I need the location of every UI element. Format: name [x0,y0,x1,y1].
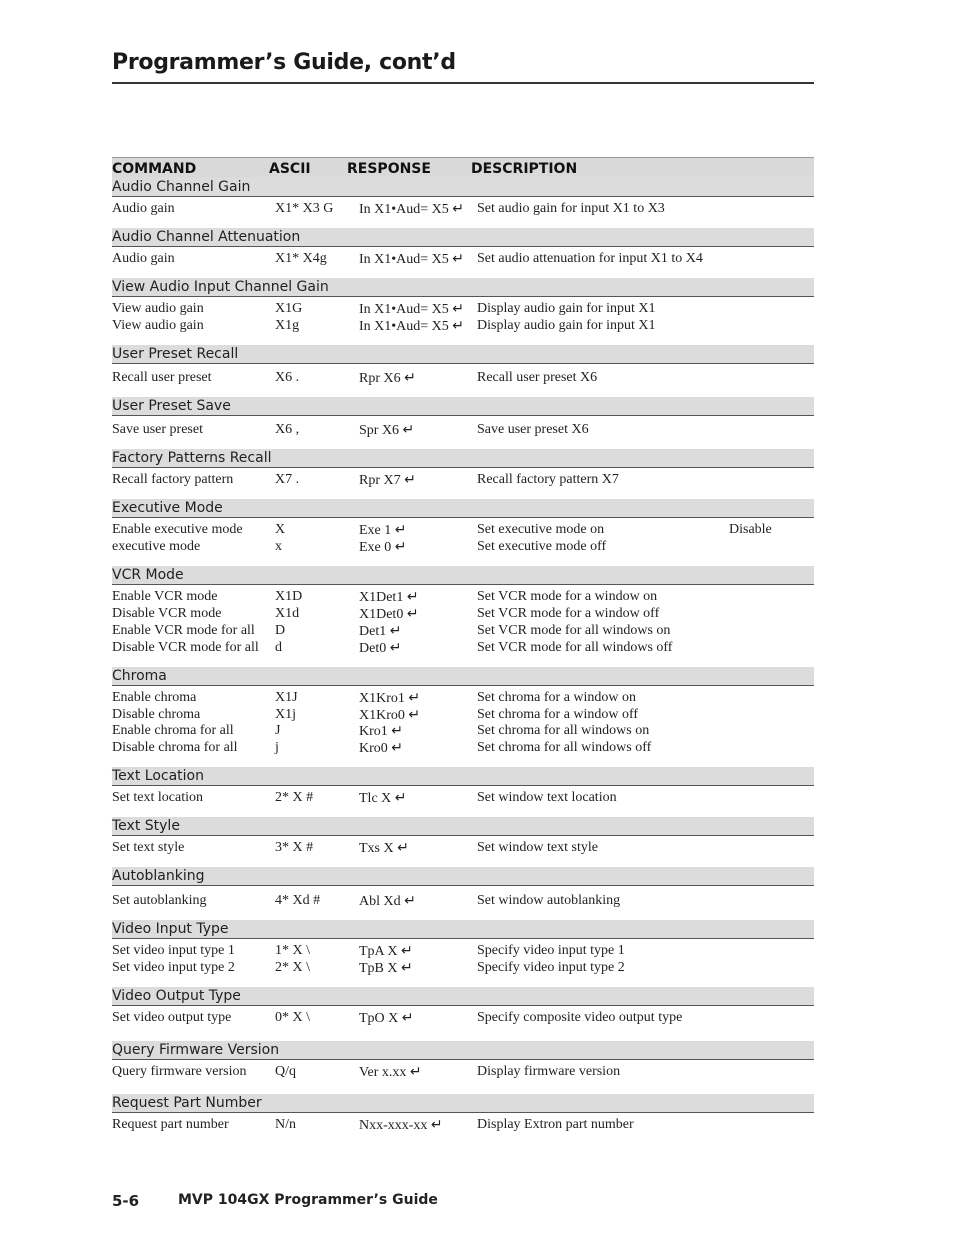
cell-command: Audio gain [112,201,175,216]
table-row [0,1010,954,1027]
cell-description: Recall user preset X6 [477,370,598,385]
table-row [0,422,954,439]
header-description: DESCRIPTION [471,161,578,177]
section-header [112,499,814,518]
cell-response: In X1•Aud= X5 ↵ [359,252,465,267]
section-header [112,867,814,886]
cell-ascii: 0* X \ [275,1010,310,1025]
cell-description: Set audio attenuation for input X1 to X4 [477,251,703,266]
table-row [0,690,954,707]
section-header [112,817,814,836]
cell-ascii: X1* X3 G [275,201,334,216]
cell-response: Abl Xd ↵ [359,894,416,909]
cell-description: Set audio gain for input X1 to X3 [477,201,665,216]
cell-ascii: 4* Xd # [275,893,321,908]
table-row [0,840,954,857]
cell-command: Set video input type 2 [112,960,235,975]
section-header [112,278,814,297]
cell-response: Exe 1 ↵ [359,523,407,538]
section-title: Executive Mode [112,500,223,516]
footer-page-number: 5-6 [112,1192,140,1210]
table-row [0,740,954,757]
cell-response: Nxx-xxx-xx ↵ [359,1118,443,1133]
cell-command: Enable executive mode [112,522,243,537]
cell-description: Set executive mode on [477,522,605,537]
section-title: Audio Channel Gain [112,179,251,195]
cell-ascii: X1D [275,589,303,604]
section-title: Text Location [112,768,204,784]
cell-description: Recall factory pattern X7 [477,472,619,487]
cell-description: Save user preset X6 [477,422,589,437]
table-row [0,790,954,807]
cell-response: Ver x.xx ↵ [359,1065,422,1080]
table-row [0,623,954,640]
section-header [112,920,814,939]
page-title: Programmer’s Guide, cont’d [112,50,456,75]
cell-ascii: J [275,723,281,738]
cell-description: Set VCR mode for a window on [477,589,658,604]
cell-command: Enable VCR mode for all [112,623,255,638]
cell-ascii: 1* X \ [275,943,310,958]
section-title: Request Part Number [112,1095,262,1111]
cell-ascii: X1J [275,690,298,705]
header-ascii: ASCII [269,161,311,177]
section-title: Chroma [112,668,167,684]
cell-ascii: j [275,740,279,755]
section-header [112,449,814,468]
table-row [0,707,954,724]
table-header [112,157,814,178]
table-row [0,893,954,910]
section-title: Autoblanking [112,868,205,884]
table-row [0,251,954,268]
cell-description: Set VCR mode for a window off [477,606,660,621]
cell-response: Kro1 ↵ [359,724,404,739]
cell-response: X1Det1 ↵ [359,590,419,605]
cell-command: View audio gain [112,318,204,333]
cell-extra: Disable [729,522,772,537]
cell-command: Audio gain [112,251,175,266]
cell-response: Txs X ↵ [359,841,409,856]
cell-response: Tlc X ↵ [359,791,407,806]
cell-ascii: X1d [275,606,300,621]
cell-command: Disable chroma [112,707,201,722]
section-title: VCR Mode [112,567,184,583]
cell-response: Kro0 ↵ [359,741,404,756]
cell-command: Enable VCR mode [112,589,218,604]
cell-description: Set chroma for a window on [477,690,637,705]
cell-response: X1Kro0 ↵ [359,708,421,723]
section-title: User Preset Recall [112,346,239,362]
cell-command: Set autoblanking [112,893,207,908]
cell-command: View audio gain [112,301,204,316]
cell-response: X1Det0 ↵ [359,607,419,622]
cell-response: Exe 0 ↵ [359,540,407,555]
cell-command: executive mode [112,539,201,554]
section-header [112,1094,814,1113]
table-row [0,640,954,657]
cell-ascii: d [275,640,282,655]
cell-ascii: X1* X4g [275,251,327,266]
cell-ascii: Q/q [275,1064,296,1079]
section-title: Query Firmware Version [112,1042,280,1058]
cell-command: Save user preset [112,422,203,437]
cell-ascii: X7 . [275,472,300,487]
cell-command: Request part number [112,1117,229,1132]
table-row [0,201,954,218]
section-header [112,667,814,686]
cell-command: Set text style [112,840,185,855]
cell-ascii: X1G [275,301,303,316]
table-row [0,960,954,977]
cell-description: Set VCR mode for all windows on [477,623,671,638]
section-header [112,767,814,786]
cell-description: Specify video input type 1 [477,943,625,958]
cell-description: Display audio gain for input X1 [477,301,656,316]
cell-response: TpO X ↵ [359,1011,414,1026]
cell-ascii: 2* X \ [275,960,310,975]
cell-description: Specify video input type 2 [477,960,625,975]
cell-description: Display firmware version [477,1064,621,1079]
table-row [0,1117,954,1134]
cell-command: Disable chroma for all [112,740,238,755]
cell-description: Set window text style [477,840,598,855]
table-row [0,301,954,318]
section-title: User Preset Save [112,398,231,414]
table-row [0,1064,954,1081]
cell-response: TpB X ↵ [359,961,413,976]
cell-ascii: D [275,623,286,638]
cell-command: Enable chroma for all [112,723,234,738]
cell-description: Set chroma for all windows off [477,740,652,755]
cell-description: Specify composite video output type [477,1010,683,1025]
section-title: Factory Patterns Recall [112,450,272,466]
title-rule [112,82,814,84]
section-title: View Audio Input Channel Gain [112,279,329,295]
cell-ascii: X6 . [275,370,300,385]
cell-response: X1Kro1 ↵ [359,691,421,706]
table-row [0,539,954,556]
table-row [0,318,954,335]
cell-response: Spr X6 ↵ [359,423,415,438]
cell-ascii: X [275,522,286,537]
cell-response: Det0 ↵ [359,641,402,656]
cell-description: Set chroma for a window off [477,707,639,722]
cell-command: Disable VCR mode [112,606,222,621]
cell-response: Rpr X6 ↵ [359,371,416,386]
cell-ascii: 2* X # [275,790,314,805]
cell-command: Set text location [112,790,203,805]
table-row [0,370,954,387]
cell-description: Set window text location [477,790,617,805]
cell-response: Rpr X7 ↵ [359,473,416,488]
cell-command: Set video output type [112,1010,232,1025]
cell-ascii: X1j [275,707,296,722]
table-row [0,606,954,623]
cell-response: In X1•Aud= X5 ↵ [359,319,465,334]
cell-command: Recall user preset [112,370,212,385]
cell-description: Set executive mode off [477,539,607,554]
cell-description: Set window autoblanking [477,893,621,908]
cell-ascii: N/n [275,1117,296,1132]
cell-description: Set chroma for all windows on [477,723,650,738]
table-row [0,522,954,539]
header-response: RESPONSE [347,161,431,177]
cell-command: Disable VCR mode for all [112,640,259,655]
section-title: Video Output Type [112,988,241,1004]
section-title: Text Style [112,818,180,834]
cell-description: Set VCR mode for all windows off [477,640,673,655]
cell-ascii: x [275,539,282,554]
cell-response: TpA X ↵ [359,944,413,959]
footer-title: MVP 104GX Programmer’s Guide [178,1192,438,1208]
cell-command: Set video input type 1 [112,943,235,958]
cell-ascii: 3* X # [275,840,314,855]
table-row [0,943,954,960]
cell-command: Query firmware version [112,1064,247,1079]
section-title: Audio Channel Attenuation [112,229,301,245]
section-header [112,987,814,1006]
table-row [0,589,954,606]
table-row [0,472,954,489]
cell-ascii: X1g [275,318,300,333]
table-row [0,723,954,740]
cell-response: In X1•Aud= X5 ↵ [359,302,465,317]
section-header [112,345,814,364]
section-header [112,397,814,416]
section-title: Video Input Type [112,921,229,937]
cell-ascii: X6 , [275,422,300,437]
section-header [112,566,814,585]
header-command: COMMAND [112,161,197,177]
section-header [112,228,814,247]
cell-command: Recall factory pattern [112,472,234,487]
cell-command: Enable chroma [112,690,197,705]
section-header [112,1041,814,1060]
cell-description: Display Extron part number [477,1117,634,1132]
cell-response: In X1•Aud= X5 ↵ [359,202,465,217]
cell-description: Display audio gain for input X1 [477,318,656,333]
cell-response: Det1 ↵ [359,624,402,639]
section-header [112,177,814,197]
